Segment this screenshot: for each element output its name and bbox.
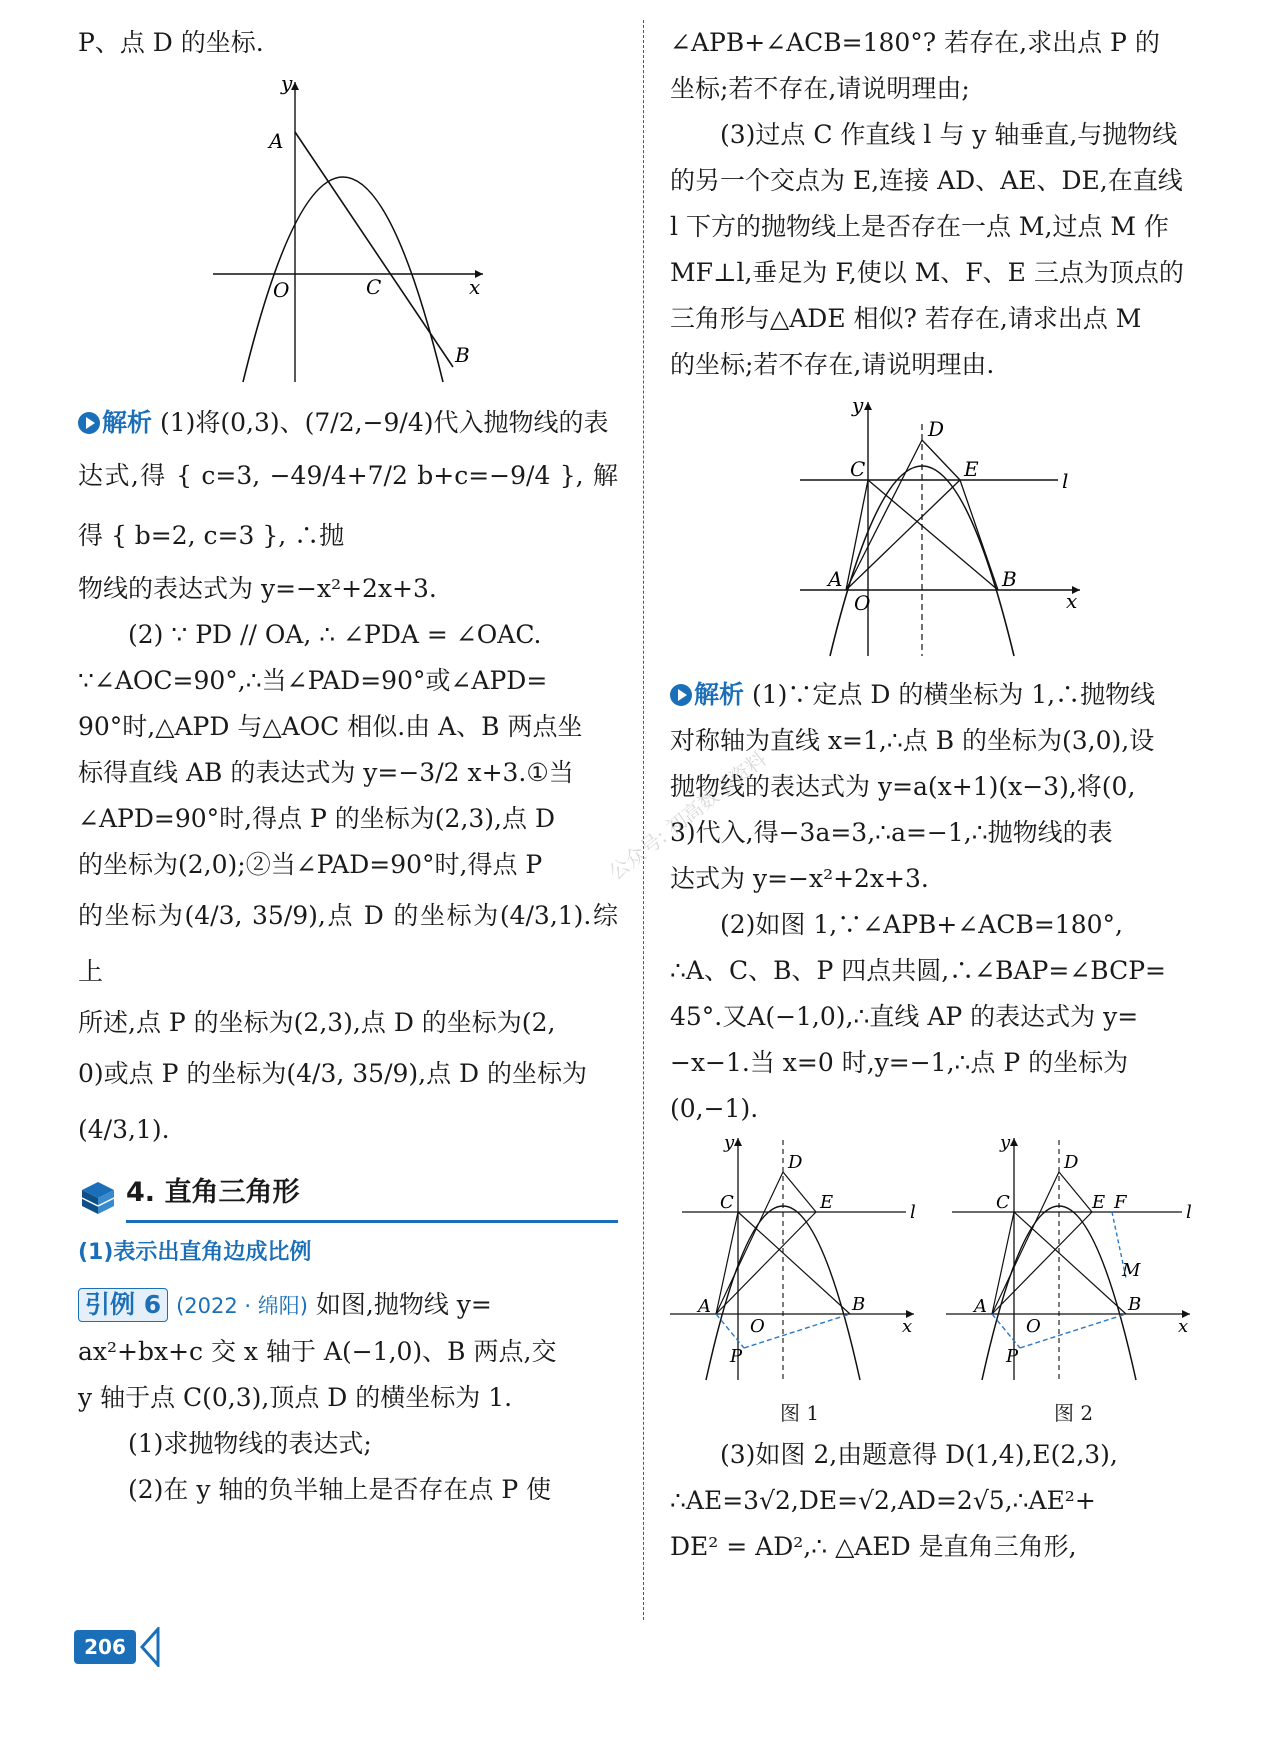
left-column	[78, 20, 618, 1513]
cube-stack-icon	[78, 1176, 118, 1216]
label-A: A	[269, 129, 284, 153]
question-2: (2)在 y 轴的负半轴上是否存在点 P 使	[128, 1475, 552, 1504]
text-line: 达式为 y=−x²+2x+3.	[670, 864, 929, 893]
example-badge: 引例 6	[78, 1288, 168, 1322]
text-line: 90°时,△APD 与△AOC 相似.由 A、B 两点坐	[78, 712, 583, 741]
label-C: C	[996, 1192, 1010, 1213]
text-line: P、点 D 的坐标.	[78, 28, 264, 57]
label-x: x	[469, 275, 481, 299]
label-E: E	[820, 1192, 834, 1213]
column-divider	[643, 20, 644, 1620]
text-line: 的坐标为(2,0);②当∠PAD=90°时,得点 P	[78, 850, 543, 879]
figure-2	[942, 1132, 1210, 1392]
page-number: 206	[74, 1630, 136, 1664]
label-P: P	[730, 1346, 743, 1367]
text-line: 0)或点 P 的坐标为(4/3, 35/9),点 D 的坐标为	[78, 1059, 588, 1088]
label-x: x	[902, 1316, 913, 1337]
section-header	[78, 1168, 618, 1224]
label-l: l	[1062, 469, 1069, 493]
analysis-tag: 解析	[694, 680, 745, 709]
label-F: F	[1114, 1192, 1127, 1213]
section-title: 4. 直角三角形	[126, 1170, 618, 1223]
label-C: C	[720, 1192, 734, 1213]
text-line: ∠APD=90°时,得点 P 的坐标为(2,3),点 D	[78, 804, 555, 833]
label-l: l	[910, 1202, 916, 1223]
figure-row	[670, 1132, 1210, 1432]
label-y: y	[852, 394, 864, 417]
text-line: MF⊥l,垂足为 F,使以 M、F、E 三点为顶点的	[670, 258, 1184, 287]
text-line: (3)如图 2,由题意得 D(1,4),E(2,3),	[720, 1440, 1118, 1469]
figure-2-caption: 图 2	[1054, 1401, 1094, 1425]
text-line: 所述,点 P 的坐标为(2,3),点 D 的坐标为(2,	[78, 1008, 556, 1037]
text-line: 达式,得 { c=3, −49/4+7/2 b+c=−9/4 }, 解得 { b=2, c=3 }, ∴抛	[78, 461, 618, 550]
text-line: 3)代入,得−3a=3,∴a=−1,∴抛物线的表	[670, 818, 1113, 847]
text-line: DE² = AD²,∴ △AED 是直角三角形,	[670, 1532, 1077, 1561]
example-source: (2022 · 绵阳)	[176, 1294, 308, 1318]
play-icon	[670, 684, 692, 706]
text-line: 对称轴为直线 x=1,∴点 B 的坐标为(3,0),设	[670, 726, 1155, 755]
label-B: B	[852, 1294, 866, 1315]
text-line: (0,−1).	[670, 1094, 759, 1123]
text-line: 的另一个交点为 E,连接 AD、AE、DE,在直线	[670, 166, 1183, 195]
label-D: D	[788, 1152, 803, 1173]
text-line: 标得直线 AB 的表达式为 y=−3/2 x+3.①当	[78, 758, 574, 787]
text-line: 如图,抛物线 y=	[315, 1290, 492, 1319]
label-A: A	[974, 1296, 987, 1317]
label-O: O	[273, 278, 290, 302]
analysis-paragraph-2	[670, 672, 1210, 718]
label-A: A	[698, 1296, 711, 1317]
example-intro	[78, 1282, 618, 1329]
label-C: C	[366, 275, 382, 299]
label-C: C	[850, 457, 866, 481]
text-line: 45°.又A(−1,0),∴直线 AP 的表达式为 y=	[670, 1002, 1139, 1031]
label-l: l	[1186, 1202, 1192, 1223]
label-O: O	[1026, 1316, 1041, 1337]
text-line: (1)∵定点 D 的横坐标为 1,∴抛物线	[751, 680, 1156, 709]
subsection-title: (1)表示出直角边成比例	[78, 1240, 312, 1265]
text-line: 三角形与△ADE 相似? 若存在,请求出点 M	[670, 304, 1142, 333]
text-line: ∠APB+∠ACB=180°? 若存在,求出点 P 的	[670, 28, 1160, 57]
analysis-paragraph-1	[78, 400, 618, 446]
text-line: ax²+bx+c 交 x 轴于 A(−1,0)、B 两点,交	[78, 1337, 557, 1366]
label-E: E	[1092, 1192, 1106, 1213]
text-line: 物线的表达式为 y=−x²+2x+3.	[78, 574, 437, 603]
label-B: B	[1002, 567, 1017, 591]
text-line: (2)如图 1,∵∠APB+∠ACB=180°,	[720, 910, 1123, 939]
label-O: O	[854, 591, 871, 615]
label-A: A	[828, 567, 843, 591]
text-line: (2) ∵ PD // OA, ∴ ∠PDA = ∠OAC.	[128, 620, 542, 649]
text-line: y 轴于点 C(0,3),顶点 D 的横坐标为 1.	[78, 1383, 513, 1412]
play-icon	[78, 412, 100, 434]
watermark: 公众号: 初高数学资料	[604, 746, 771, 885]
figure-1	[666, 1132, 934, 1392]
label-E: E	[964, 457, 979, 481]
text-line: ∵∠AOC=90°,∴当∠PAD=90°或∠APD=	[78, 666, 548, 695]
question-1: (1)求抛物线的表达式;	[128, 1429, 372, 1458]
label-M: M	[1122, 1260, 1141, 1281]
text-line: 的坐标为(4/3, 35/9),点 D 的坐标为(4/3,1).综上	[78, 901, 618, 986]
label-y: y	[724, 1132, 735, 1153]
page-arrow-icon	[138, 1627, 162, 1667]
label-O: O	[750, 1316, 765, 1337]
label-D: D	[1064, 1152, 1079, 1173]
label-y: y	[1000, 1132, 1011, 1153]
label-D: D	[928, 417, 945, 441]
text-line: (4/3,1).	[78, 1115, 170, 1144]
text-line: (1)将(0,3)、(7/2,−9/4)代入抛物线的表	[159, 408, 609, 437]
text-line: 坐标;若不存在,请说明理由;	[670, 74, 970, 103]
analysis-tag: 解析	[102, 408, 153, 437]
label-x: x	[1178, 1316, 1189, 1337]
figure-1-caption: 图 1	[780, 1401, 820, 1425]
label-P: P	[1006, 1346, 1019, 1367]
figure-parabola-triangle	[790, 394, 1090, 664]
label-y: y	[281, 72, 293, 95]
label-B: B	[1128, 1294, 1142, 1315]
text-line: 抛物线的表达式为 y=a(x+1)(x−3),将(0,	[670, 772, 1136, 801]
text-line: l 下方的抛物线上是否存在一点 M,过点 M 作	[670, 212, 1169, 241]
right-column	[670, 20, 1210, 1570]
label-x: x	[1066, 589, 1078, 613]
label-B: B	[455, 343, 470, 367]
text-line: (3)过点 C 作直线 l 与 y 轴垂直,与抛物线	[720, 120, 1178, 149]
figure-parabola-line	[203, 72, 493, 392]
text-line: ∴A、C、B、P 四点共圆,∴∠BAP=∠BCP=	[670, 956, 1166, 985]
text-line: ∴AE=3√2,DE=√2,AD=2√5,∴AE²+	[670, 1486, 1096, 1515]
text-line: −x−1.当 x=0 时,y=−1,∴点 P 的坐标为	[670, 1048, 1129, 1077]
text-line: 的坐标;若不存在,请说明理由.	[670, 350, 995, 379]
